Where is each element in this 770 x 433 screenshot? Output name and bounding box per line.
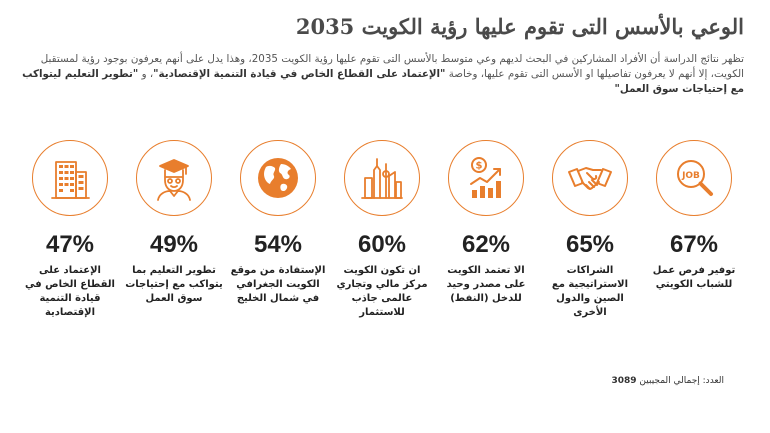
- stat-label: الا تعتمد الكويت على مصدر وحيد للدخل (النفط): [446, 265, 526, 304]
- graduate-icon: [150, 154, 198, 202]
- stat-item-financial-hub: [330, 140, 434, 320]
- svg-text:$: $: [475, 160, 483, 172]
- svg-text:JOB: JOB: [682, 171, 700, 181]
- stat-percent: 65%: [565, 231, 615, 258]
- stat-percent: 49%: [149, 231, 199, 258]
- stat-item-jobs: [642, 140, 746, 320]
- stat-percent: 47%: [45, 231, 95, 258]
- stat-label: الإستفادة من موقع الكويت الجغرافي في شمال الخليج: [230, 265, 326, 304]
- stat-percent: 60%: [357, 231, 407, 258]
- globe-icon: [254, 154, 302, 202]
- stat-percent: 54%: [253, 231, 303, 258]
- stat-label: توفير فرص عمل للشباب الكويتي: [652, 265, 736, 290]
- stat-item-geography: [226, 140, 330, 320]
- icon-circle: [552, 140, 628, 216]
- stat-item-partnerships: [538, 140, 642, 320]
- intro-text-1: تظهر نتائج الدراسة أن الأفراد المشاركين في البحث لديهم وعي متوسط بالأسس التى تقوم عليها رؤية الكويت 2035، وهذا يدل على أنهم يعرفون بوجود رؤية لمستقبل الكويت، إلا أنهم لا يعرفون تفاصيلها او الأسس التى تقوم عليها، وخاصة: [40, 53, 744, 80]
- intro-highlight-private-sector: "الإعتماد على القطاع الخاص في قيادة التنمية الإقتصادية": [153, 68, 446, 80]
- icon-circle: [344, 140, 420, 216]
- page-title: الوعي بالأسس التى تقوم عليها رؤية الكويت 2035: [295, 14, 744, 39]
- stat-label: تطوير التعليم بما يتواكب مع إحتياجات سوق العمل: [125, 265, 223, 304]
- stat-label: الإعتماد على القطاع الخاص في قيادة التنمية الإقتصادية: [25, 265, 115, 318]
- icon-circle: [136, 140, 212, 216]
- stat-item-private-sector: [18, 140, 122, 320]
- stat-item-education: [122, 140, 226, 320]
- icon-circle: [448, 140, 524, 216]
- stats-row: [18, 140, 746, 320]
- stat-item-income-diversification: [434, 140, 538, 320]
- icon-circle: [240, 140, 316, 216]
- respondents-label: العدد: إجمالي المجيبين: [639, 376, 724, 386]
- growth-chart-icon: [462, 154, 510, 202]
- intro-text-2: ، و: [138, 68, 154, 80]
- stat-label: ان تكون الكويت مركز مالي وتجاري عالمى جاذب للاستثمار: [336, 265, 428, 318]
- office-building-icon: [46, 154, 94, 202]
- respondents-count: 3089: [611, 376, 637, 386]
- job-search-icon: [670, 154, 718, 202]
- icon-circle: [32, 140, 108, 216]
- intro-highlight-education: "تطوير التعليم ليتواكب مع إحتياجات سوق العمل": [22, 68, 744, 95]
- city-skyline-icon: [358, 154, 406, 202]
- stat-percent: 67%: [669, 231, 719, 258]
- stat-label: الشراكات الاستراتيجية مع الصين والدول الأخرى: [551, 265, 629, 318]
- handshake-icon: [566, 154, 614, 202]
- intro-paragraph: [22, 52, 744, 97]
- respondents-note: [611, 376, 724, 386]
- stat-percent: 62%: [461, 231, 511, 258]
- icon-circle: [656, 140, 732, 216]
